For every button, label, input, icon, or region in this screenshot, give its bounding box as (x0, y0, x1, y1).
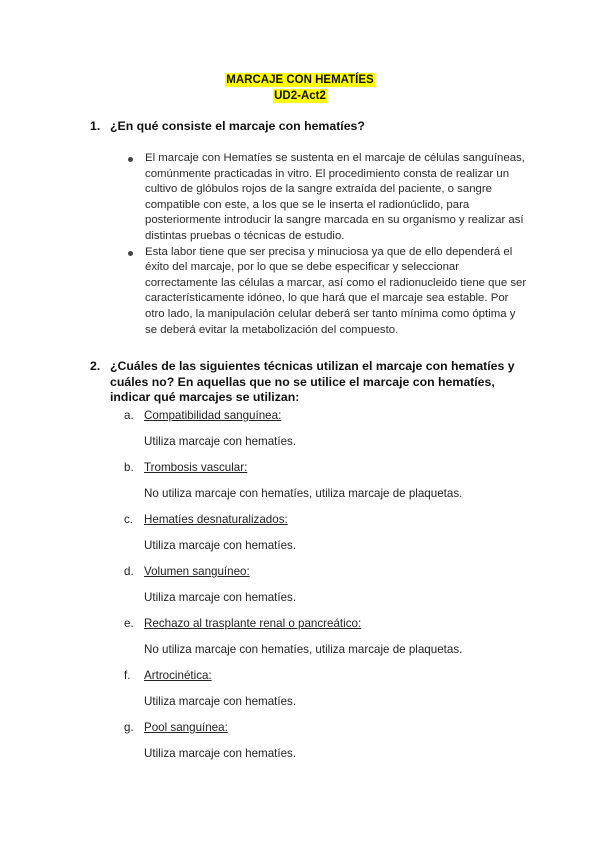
list-item-c (124, 512, 296, 554)
question-1-text: ¿En qué consiste el marcaje con hematíes? (110, 119, 365, 133)
item-answer: Utiliza marcaje con hematíes. (144, 591, 297, 604)
item-title: Compatibilidad sanguínea: (144, 409, 282, 422)
item-title: Volumen sanguíneo: (144, 565, 250, 578)
item-answer: No utiliza marcaje con hematíes, utiliza marcaje de plaquetas. (144, 643, 463, 656)
question-1 (90, 119, 520, 135)
list-item-d (124, 564, 296, 606)
item-answer: Utiliza marcaje con hematíes. (144, 747, 297, 760)
item-title: Rechazo al trasplante renal o pancreático: (144, 617, 362, 630)
question-1-number: 1. (90, 119, 101, 133)
title-line-2: UD2-Act2 (274, 90, 326, 102)
list-item-g (124, 720, 296, 762)
answer-bullet (128, 151, 528, 245)
item-letter: e. (124, 617, 134, 630)
list-item-f (124, 668, 296, 710)
question-2 (90, 359, 520, 406)
answer-bullet (128, 245, 528, 339)
item-title: Pool sanguínea: (144, 721, 228, 734)
question-2-number: 2. (90, 359, 101, 373)
answer-bullet-text: Esta labor tiene que ser precisa y minuciosa ya que de ello dependerá el éxito del marcaje, por lo que se debe especificar y seleccionar correctamente las células a marcar, así como el radionucleido tiene que ser característicamente idóneo, lo que hará que el marcaje sea estable. Por otro lado, la manipulación celular deberá ser tanto mínima como óptima y se deberá evitar la metabolización del compuesto. (145, 245, 527, 336)
question-1-answer-list (128, 151, 528, 338)
item-letter: b. (124, 461, 134, 474)
item-answer: Utiliza marcaje con hematíes. (144, 435, 297, 448)
bullet-icon (128, 157, 133, 162)
answer-bullet-text: El marcaje con Hematíes se sustenta en el marcaje de células sanguíneas, comúnmente practicadas in vitro. El procedimiento consta de realizar un cultivo de glóbulos rojos de la sangre extraída del paciente, o sangre compatible con este, a los que se le inserta el radionúclido, para posteriormente introducir la sangre marcada en su organismo y realizar así distintas pruebas o técnicas de estudio. (145, 152, 525, 242)
bullet-icon (128, 251, 133, 256)
item-answer: Utiliza marcaje con hematíes. (144, 695, 297, 708)
list-item-b (124, 460, 462, 502)
item-letter: a. (124, 409, 134, 422)
list-item-a (124, 408, 296, 450)
item-letter: f. (124, 669, 131, 682)
item-answer: Utiliza marcaje con hematíes. (144, 539, 297, 552)
item-title: Trombosis vascular: (144, 461, 248, 474)
item-title: Hematíes desnaturalizados: (144, 513, 288, 526)
title-line-1: MARCAJE CON HEMATÍES (226, 74, 374, 86)
item-answer: No utiliza marcaje con hematíes, utiliza marcaje de plaquetas. (144, 487, 463, 500)
item-letter: g. (124, 721, 134, 734)
document-title (0, 70, 600, 102)
list-item-e (124, 616, 462, 658)
item-letter: c. (124, 513, 134, 526)
item-title: Artrocinética: (144, 669, 212, 682)
question-2-text: ¿Cuáles de las siguientes técnicas utilizan el marcaje con hematíes y cuáles no? En aquellas que no se utilice el marcaje con hematíes, indicar qué marcajes se utilizan: (110, 359, 515, 404)
item-letter: d. (124, 565, 134, 578)
